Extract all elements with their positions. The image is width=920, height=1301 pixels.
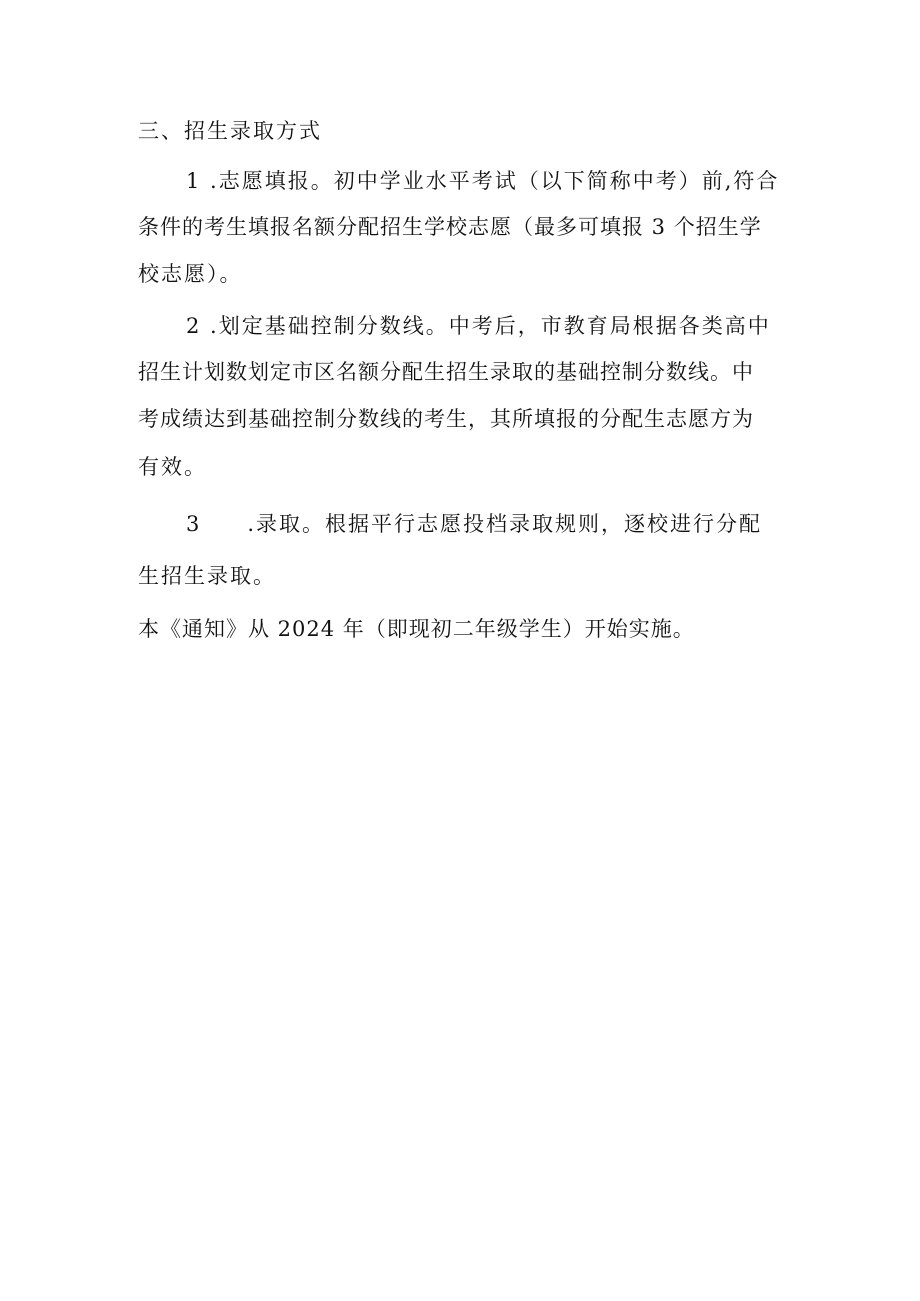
item-1-line-1: 1 .志愿填报。初中学业水平考试（以下简称中考）前,符合 <box>186 169 780 193</box>
item-3-line-1: 3 .录取。根据平行志愿投档录取规则，逐校进行分配 <box>186 512 763 536</box>
item-3-line-2: 生招生录取。 <box>138 564 276 588</box>
closing-line: 本《通知》从 2024 年（即现初二年级学生）开始实施。 <box>138 617 695 641</box>
item-1-line-2: 条件的考生填报名额分配招生学校志愿（最多可填报 3 个招生学 <box>138 215 762 239</box>
item-1-line-3: 校志愿）。 <box>138 262 243 286</box>
item-2-line-3: 考成绩达到基础控制分数线的考生，其所填报的分配生志愿方为 <box>138 407 754 431</box>
item-2-line-4: 有效。 <box>138 455 207 479</box>
section-heading: 三、招生录取方式 <box>138 119 322 143</box>
item-2-line-2: 招生计划数划定市区名额分配生招生录取的基础控制分数线。中 <box>138 360 754 384</box>
item-2-line-1: 2 .划定基础控制分数线。中考后，市教育局根据各类高中 <box>186 314 771 338</box>
